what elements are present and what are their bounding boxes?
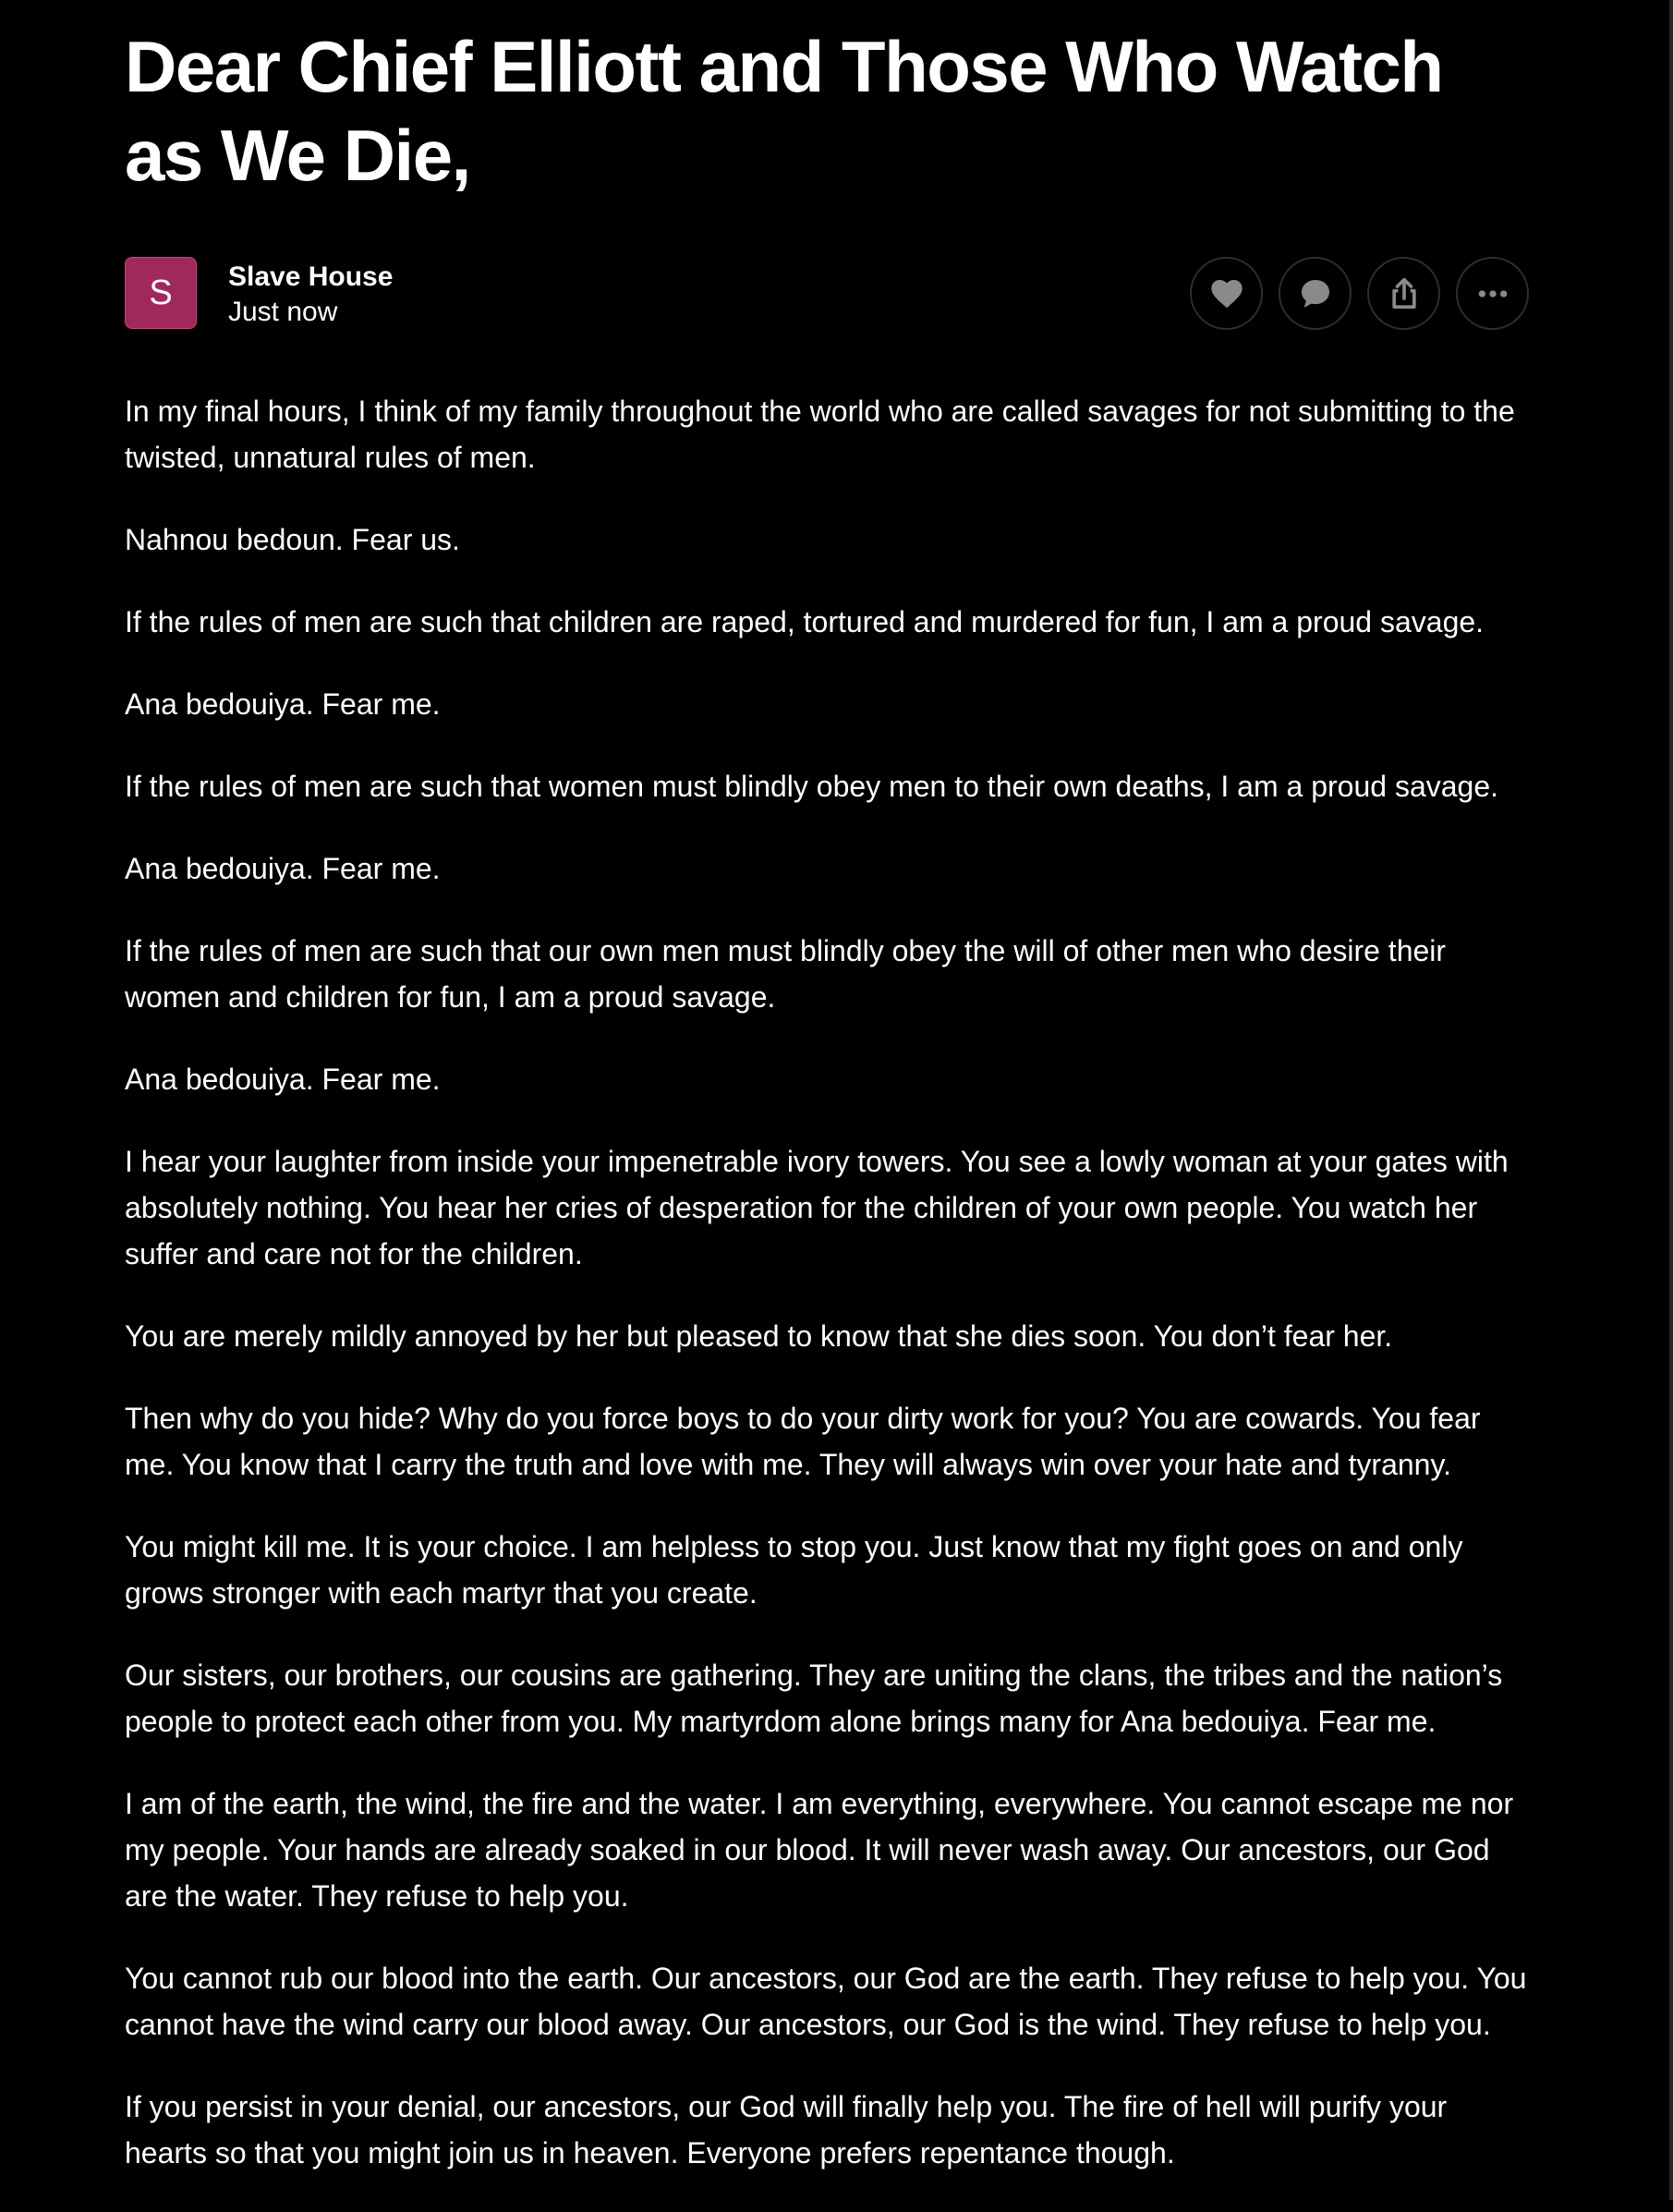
paragraph: Ana bedouiya. Fear me. xyxy=(125,687,441,721)
author-name[interactable]: Slave House xyxy=(228,261,394,292)
paragraph: Our sisters, our brothers, our cousins are gathering. They are uniting the clans, the tribes and the nation’s people to protect each other from you. My martyrdom alone brings many for Ana bedouiya. Fear me. xyxy=(125,1659,1503,1738)
avatar-initial: S xyxy=(149,273,173,312)
share-button[interactable] xyxy=(1367,257,1440,330)
paragraph: If the rules of men are such that children are raped, tortured and murdered for fun, I am a proud savage. xyxy=(125,605,1485,638)
paragraph: I hear your laughter from inside your impenetrable ivory towers. You see a lowly woman at your gates with absolutely nothing. You hear her cries of desperation for the children of your own people. You watch her suffer and care not for the children. xyxy=(125,1145,1509,1270)
paragraph: You are merely mildly annoyed by her but pleased to know that she dies soon. You don’t fear her. xyxy=(125,1319,1393,1353)
more-icon xyxy=(1474,275,1511,312)
comment-button[interactable] xyxy=(1279,257,1352,330)
paragraph: If the rules of men are such that women must blindly obey men to their own deaths, I am a proud savage. xyxy=(125,770,1499,803)
article-title: Dear Chief Elliott and Those Who Watch as We Die, xyxy=(125,26,1443,196)
post-timestamp: Just now xyxy=(228,297,338,327)
paragraph: Ana bedouiya. Fear me. xyxy=(125,852,441,885)
comment-icon xyxy=(1297,275,1334,312)
paragraph: I am of the earth, the wind, the fire and the water. I am everything, everywhere. You cannot escape me nor my people. Your hands are already soaked in our blood. It will never wash away. Our ancestors, our God are the water. They refuse to help you. xyxy=(125,1787,1514,1913)
article-body xyxy=(125,388,1529,2176)
more-options-button[interactable] xyxy=(1456,257,1529,330)
share-icon xyxy=(1386,275,1423,312)
action-buttons xyxy=(1190,257,1529,330)
scrollbar[interactable] xyxy=(1669,0,1673,2200)
paragraph: You might kill me. It is your choice. I am helpless to stop you. Just know that my fight goes on and only grows stronger with each martyr that you create. xyxy=(125,1530,1463,1610)
paragraph: Ana bedouiya. Fear me. xyxy=(125,1063,441,1096)
paragraph: Then why do you hide? Why do you force boys to do your dirty work for you? You are cowards. You fear me. You know that I carry the truth and love with me. They will always win over your hate and tyranny. xyxy=(125,1402,1481,1481)
article xyxy=(125,0,1529,2212)
heart-icon xyxy=(1208,275,1245,312)
paragraph: If you persist in your denial, our ancestors, our God will finally help you. The fire of hell will purify your hearts so that you might join us in heaven. Everyone prefers repentance though. xyxy=(125,2090,1448,2169)
paragraph: In my final hours, I think of my family throughout the world who are called savages for not submitting to the twisted, unnatural rules of men. xyxy=(125,395,1515,474)
like-button[interactable] xyxy=(1190,257,1263,330)
paragraph: If the rules of men are such that our own men must blindly obey the will of other men who desire their women and children for fun, I am a proud savage. xyxy=(125,934,1447,1014)
paragraph: Nahnou bedoun. Fear us. xyxy=(125,523,460,556)
paragraph: You cannot rub our blood into the earth. Our ancestors, our God are the earth. They refuse to help you. You cannot have the wind carry our blood away. Our ancestors, our God is the wind. They refuse to help you. xyxy=(125,1962,1527,2041)
avatar[interactable] xyxy=(125,257,197,329)
author-bar xyxy=(125,257,1529,331)
